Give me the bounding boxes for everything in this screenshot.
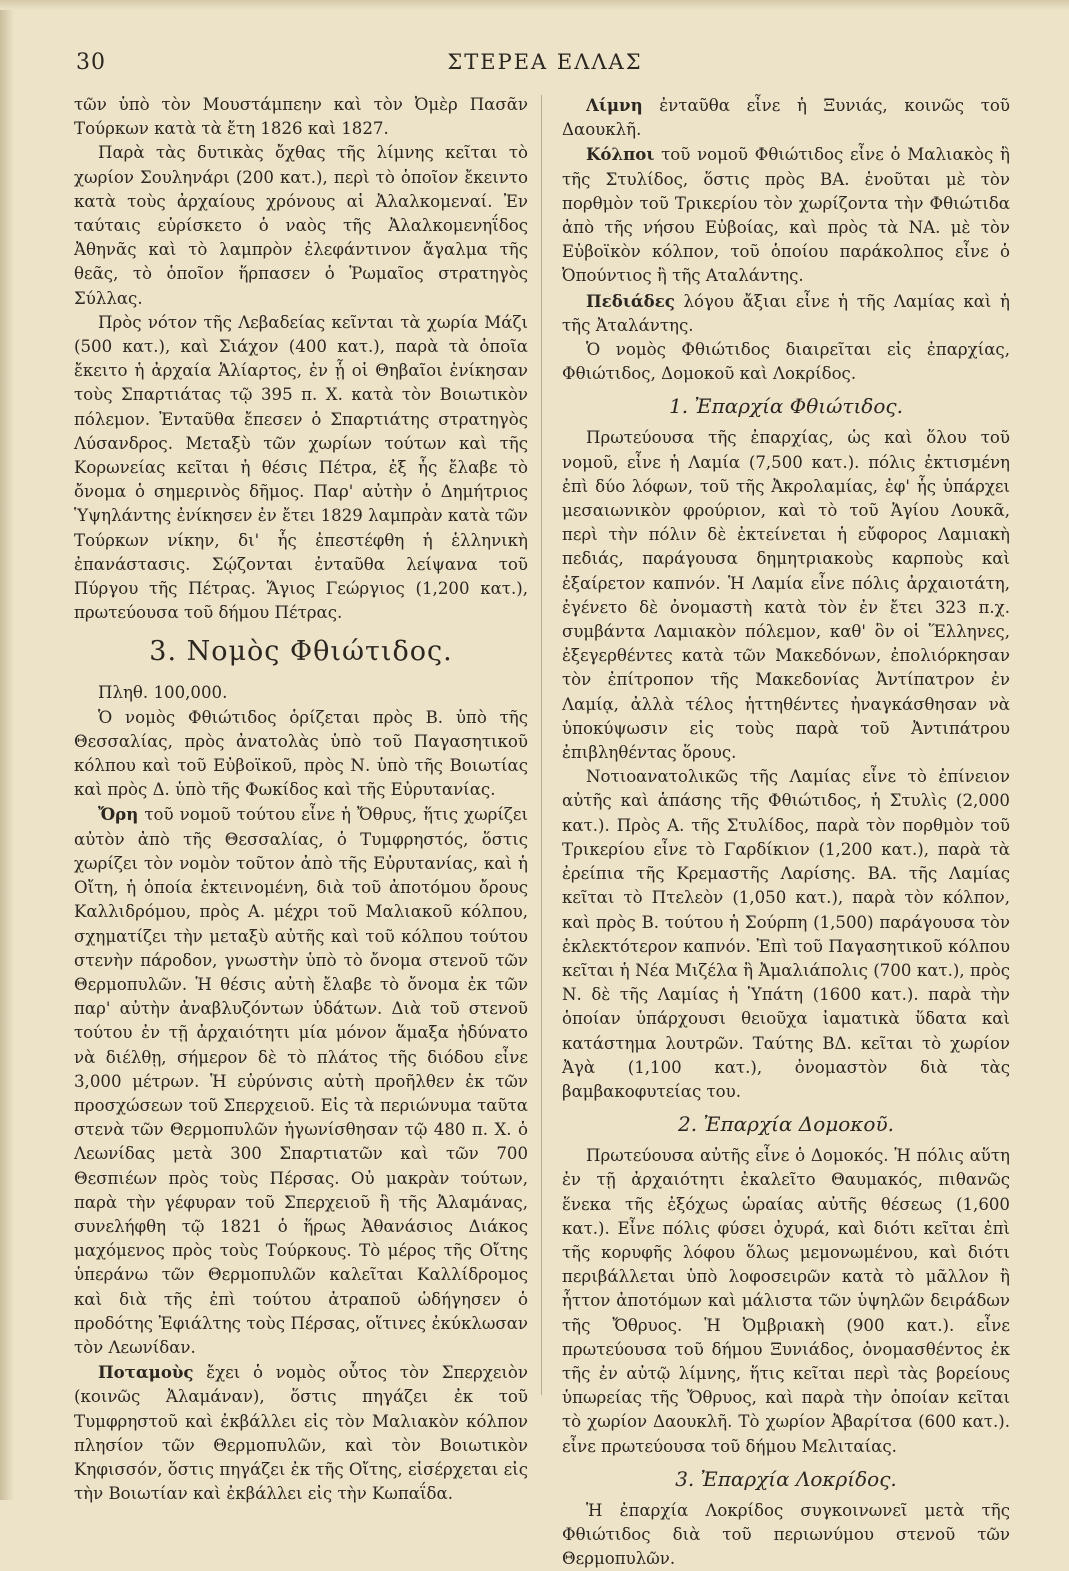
lead-word: Κόλποι	[586, 144, 655, 165]
page-shadow-left	[0, 0, 14, 1500]
column-divider	[541, 95, 542, 1395]
paragraph: Πρωτεύουσα τῆς ἐπαρχίας, ὡς καὶ ὅλου τοῦ νομοῦ, εἶνε ἡ Λαμία (7,500 κατ.). πόλις ἐκτισμένη ἐπὶ δύο λόφων, τοῦ τῆς Ἀκρολαμίας, ἐφ' ἧς ὑπάρχει μεσαιωνικὸν φρούριον, καὶ τὸ τοῦ Ἁγίου Λουκᾶ, περὶ τὴν πόλιν δὲ ἐκτείνεται ἡ εὔφορος Λαμιακὴ πεδιάς, παράγουσα δημητριακοὺς καρποὺς καὶ ἐξαίρετον καπνόν. Ἡ Λαμία εἶνε πόλις ἀρχαιοτάτη, ἐγένετο δὲ ὀνομαστὴ κατὰ τὸν ἐν ἔτει 323 π.χ. συμβάντα Λαμιακὸν πόλεμον, καθ' ὃν οἱ Ἕλληνες, ἐξεγερθέντες κατὰ τῶν Μακεδόνων, ἐπολιόρκησαν τὸν ἐπίτροπον τῆς Μακεδονίας Ἀντίπατρον ἐν Λαμίᾳ, ἀλλὰ τέλος ἡττηθέντες ἠναγκάσθησαν νὰ ὑποκύψωσιν εἰς τοὺς παρὰ τοῦ Ἀντιπάτρου ἐπιβληθέντας ὅρους.	[562, 428, 1010, 763]
paragraph	[74, 802, 528, 1360]
paragraph: τῶν ὑπὸ τὸν Μουστάμπεην καὶ τὸν Ὀμὲρ Πασᾶν Τούρκων κατὰ τὰ ἔτη 1826 καὶ 1827.	[74, 95, 528, 139]
paragraph: Πρωτεύουσα αὐτῆς εἶνε ὁ Δομοκός. Ἡ πόλις αὕτη ἐν τῇ ἀρχαιότητι ἐκαλεῖτο Θαυμακός, πιθανῶς ἕνεκα τῆς ἐξόχως ὡραίας αὐτῆς θέσεως (1,600 κατ.). Εἶνε πόλις φύσει ὀχυρά, καὶ διότι κεῖται ἐπὶ τῆς κορυφῆς λόφου ὅλως μεμονωμένου, καὶ διότι περιβάλλεται ὑπὸ λοφοσειρῶν κατὰ τὸ μᾶλλον ἢ ἧττον ἀποτόμων καὶ μάλιστα τῶν ὑψηλῶν δειράδων τῆς Ὄθρυος. Ἡ Ὀμβριακὴ (900 κατ.). εἶνε πρωτεύουσα τοῦ δήμου Ξυνιάδος, ὀνομασθέντος ἐκ τῆς ἐν αὐτῷ λίμνης, ἥτις κεῖται περὶ τὰς βορείους ὑπωρείας τῆς Ὄθρυος, καὶ παρὰ τὴν ὁποίαν κεῖται τὸ χωρίον Δαουκλῆ. Τὸ χωρίον Ἀβαρίτσα (600 κατ.). εἶνε πρωτεύουσα τοῦ δήμου Μελιταίας.	[562, 1146, 1010, 1456]
paragraph: Παρὰ τὰς δυτικὰς ὄχθας τῆς λίμνης κεῖται τὸ χωρίον Σουληνάρι (200 κατ.), περὶ τὸ ὁποῖον ἔκειντο κατὰ τοὺς ἀρχαίους χρόνους αἱ Ἀλαλκομεναί. Ἐν ταύταις εὑρίσκετο ὁ ναὸς τῆς Ἀλαλκομενηΐδος Ἀθηνᾶς καὶ τὸ λαμπρὸν ἐλεφάντινον ἄγαλμα τῆς θεᾶς, τὸ ὁποῖον ἥρπασεν ὁ Ῥωμαῖος στρατηγὸς Σύλλας.	[74, 143, 528, 308]
paragraph: Πρὸς νότον τῆς Λεβαδείας κεῖνται τὰ χωρία Μάζι (500 κατ.), καὶ Σιάχον (400 κατ.), παρὰ τὰ ὁποῖα ἔκειτο ἡ ἀρχαία Ἁλίαρτος, ἐν ᾗ οἱ Θηβαῖοι ἐνίκησαν τοὺς Σπαρτιάτας τῷ 395 π. Χ. κατὰ τὸν Βοιωτικὸν πόλεμον. Ἐνταῦθα ἔπεσεν ὁ Σπαρτιάτης στρατηγὸς Λύσανδρος. Μεταξὺ τῶν χωρίων τούτων καὶ τῆς Κορωνείας κεῖται ἡ θέσις Πέτρα, ἐξ ἧς ἔλαβε τὸ ὄνομα ὁ σημερινὸς δῆμος. Παρ' αὐτὴν ὁ Δημήτριος Ὑψηλάντης ἐνίκησεν ἐν ἔτει 1829 λαμπρὰν κατὰ τῶν Τούρκων νίκην, δι' ἧς ἐπεστέφθη ἡ ἑλληνικὴ ἐπανάστασις. Σῴζονται ἐνταῦθα λείψανα τοῦ Πύργου τῆς Πέτρας. Ἅγιος Γεώργιος (1,200 κατ.), πρωτεύουσα τοῦ δήμου Πέτρας.	[74, 312, 528, 623]
lead-word: Λίμνη	[586, 95, 643, 115]
right-column	[562, 93, 1010, 1571]
paragraph: Ἡ ἐπαρχία Λοκρίδος συγκοινωνεῖ μετὰ τῆς Φθιώτιδος διὰ τοῦ περιωνύμου στενοῦ τῶν Θερμοπυλῶν.	[562, 1500, 1010, 1569]
subsection-heading: 3. Ἐπαρχία Λοκρίδος.	[675, 1466, 897, 1491]
left-column	[74, 93, 528, 1506]
population-line: Πληθ. 100,000.	[98, 683, 228, 703]
lead-word: Ὄρη	[98, 804, 139, 825]
paragraph-body: ἔχει ὁ νομὸς οὗτος τὸν Σπερχειὸν (κοινῶς Ἀλαμάναν), ὅστις πηγάζει ἐκ τοῦ Τυμφρηστοῦ καὶ ἐκβάλλει εἰς τὸν Μαλιακὸν κόλπον πλησίον τῶν Θερμοπυλῶν, καὶ τὸν Βοιωτικὸν Κηφισσόν, ὅστις πηγάζει ἐκ τῆς Οἴτης, εἰσέρχεται εἰς τὴν Βοιωτίαν καὶ ἐκβάλλει εἰς τὴν Κωπαΐδα.	[74, 1363, 528, 1504]
subsection-heading: 2. Ἐπαρχία Δομοκοῦ.	[678, 1112, 894, 1137]
page-shadow-top	[0, 0, 1069, 10]
paragraph	[562, 93, 1010, 142]
paragraph	[562, 289, 1010, 338]
paragraph-body: τοῦ νομοῦ Φθιώτιδος εἶνε ὁ Μαλιακὸς ἢ τῆς Στυλίδος, ὅστις πρὸς ΒΑ. ἑνοῦται μὲ τὸν πορθμὸν τοῦ Τρικερίου τὸν χωρίζοντα τὴν Φθιώτιδα ἀπὸ τῆς νήσου Εὐβοίας, καὶ πρὸς τὰ ΝΑ. μὲ τὸν Εὐβοϊκὸν κόλπον, τοῦ ὁποίου παράκολπος εἶνε ὁ Ὀπούντιος ἢ τῆς Αταλάντης.	[562, 145, 1010, 286]
page-number: 30	[76, 50, 106, 75]
paragraph-body: ἐνταῦθα εἶνε ἡ Ξυνιάς, κοινῶς τοῦ Δαουκλῆ.	[562, 96, 1010, 140]
running-title: ΣΤΕΡΕΑ ΕΛΛΑΣ	[447, 50, 643, 74]
paragraph: Νοτιοανατολικῶς τῆς Λαμίας εἶνε τὸ ἐπίνειον αὐτῆς καὶ ἁπάσης τῆς Φθιώτιδος, ἡ Στυλὶς (2,000 κατ.). Πρὸς Α. τῆς Στυλίδος, παρὰ τὸν πορθμὸν τοῦ Τρικερίου εἶνε τὸ Γαρδίκιον (1,200 κατ.), παρὰ τὰ ἐρείπια τῆς Κρεμαστῆς Λαρίσης. ΒΑ. τῆς Λαμίας κεῖται τὸ Πτελεὸν (1,050 κατ.), παρὰ τὸν κόλπον, καὶ πρὸς Β. τούτου ἡ Σούρπη (1,500) παράγουσα τὸν ἐκλεκτότερον καπνόν. Ἐπὶ τοῦ Παγασητικοῦ κόλπου κεῖται ἡ Νέα Μιζέλα ἢ Ἀμαλιάπολις (700 κατ.), πρὸς Ν. δὲ τῆς Λαμίας ἡ Ὑπάτη (1600 κατ.). παρὰ τὴν ὁποίαν ὑπάρχουσι θειοῦχα ἰαματικὰ ὕδατα καὶ κατάστημα λουτρῶν. Ταύτης ΒΔ. κεῖται τὸ χωρίον Ἀγὰ (1,100 κατ.), ὀνομαστὸν διὰ τὰς βαμβακοφυτείας του.	[562, 767, 1010, 1101]
paragraph-body: τοῦ νομοῦ τούτου εἶνε ἡ Ὄθρυς, ἥτις χωρίζει αὐτὸν ἀπὸ τῆς Θεσσαλίας, ὁ Τυμφρηστός, ὅστις χωρίζει τὸν νομὸν τοῦτον ἀπὸ τῆς Εὐρυτανίας, καὶ ἡ Οἴτη, ἡ ὁποία ἐκτεινομένη, διὰ τοῦ ἀποτόμου ὄρους Καλλιδρόμου, πρὸς Α. μέχρι τοῦ Μαλιακοῦ κόλπου, σχηματίζει τὴν μεταξὺ αὐτῆς καὶ τοῦ κόλπου τούτου στενὴν πάροδον, γνωστὴν ὑπὸ τὸ ὄνομα στενοῦ τῶν Θερμοπυλῶν. Ἡ θέσις αὐτὴ ἔλαβε τὸ ὄνομα ἐκ τῶν παρ' αὐτὴν ἀναβλυζόντων ὑδάτων. Διὰ τοῦ στενοῦ τούτου ἐν τῇ ἀρχαιότητι μία μόνον ἅμαξα ἠδύνατο νὰ διέλθῃ, σήμερον δὲ τὸ πλάτος τῆς διόδου εἶνε 3,000 μέτρων. Ἡ εὐρύνσις αὐτὴ προῆλθεν ἐκ τῶν προσχώσεων τοῦ Σπερχειοῦ. Εἰς τὰ περιώνυμα ταῦτα στενὰ τῶν Θερμοπυλῶν ἠγωνίσθησαν τῷ 480 π. Χ. ὁ Λεωνίδας μετὰ 300 Σπαρτιατῶν καὶ τῶν 700 Θεσπιέων πρὸς τοὺς Πέρσας. Οὐ μακρὰν τούτων, παρὰ τὴν γέφυραν τοῦ Σπερχειοῦ ἢ τῆς Ἀλαμάνας, συνελήφθη τῷ 1821 ὁ ἥρως Ἀθανάσιος Διάκος μαχόμενος πρὸς τοὺς Τούρκους. Τὸ μέρος τῆς Οἴτης ὑπεράνω τῶν Θερμοπυλῶν καλεῖται Καλλίδρομος καὶ διὰ τῆς ἐπὶ τούτου ἀτραποῦ ὡδήγησεν ὁ προδότης Ἐφιάλτης τοὺς Πέρσας, οἵτινες ἐκύκλωσαν τὸν Λεωνίδαν.	[74, 805, 528, 1357]
paragraph: Ὁ νομὸς Φθιώτιδος διαιρεῖται εἰς ἐπαρχίας, Φθιώτιδος, Δομοκοῦ καὶ Λοκρίδος.	[562, 340, 1010, 384]
paragraph	[562, 142, 1010, 288]
lead-word: Ποταμοὺς	[98, 1362, 194, 1383]
paragraph	[74, 1360, 528, 1506]
section-heading: 3. Νομὸς Φθιώτιδος.	[149, 636, 453, 668]
paragraph: Ὁ νομὸς Φθιώτιδος ὁρίζεται πρὸς Β. ὑπὸ τῆς Θεσσαλίας, πρὸς ἀνατολὰς ὑπὸ τοῦ Παγασητικοῦ κόλπου καὶ τοῦ Εὐβοϊκοῦ, πρὸς Ν. ὑπὸ τῆς Βοιωτίας καὶ πρὸς Δ. ὑπὸ τῆς Φωκίδος καὶ τῆς Εὐρυτανίας.	[74, 707, 528, 800]
lead-word: Πεδιάδες	[586, 290, 675, 311]
subsection-heading: 1. Ἐπαρχία Φθιώτιδος.	[669, 394, 903, 419]
page-header	[60, 50, 1030, 80]
paragraph-body: λόγου ἄξιαι εἶνε ἡ τῆς Λαμίας καὶ ἡ τῆς Ἀταλάντης.	[562, 291, 1010, 335]
